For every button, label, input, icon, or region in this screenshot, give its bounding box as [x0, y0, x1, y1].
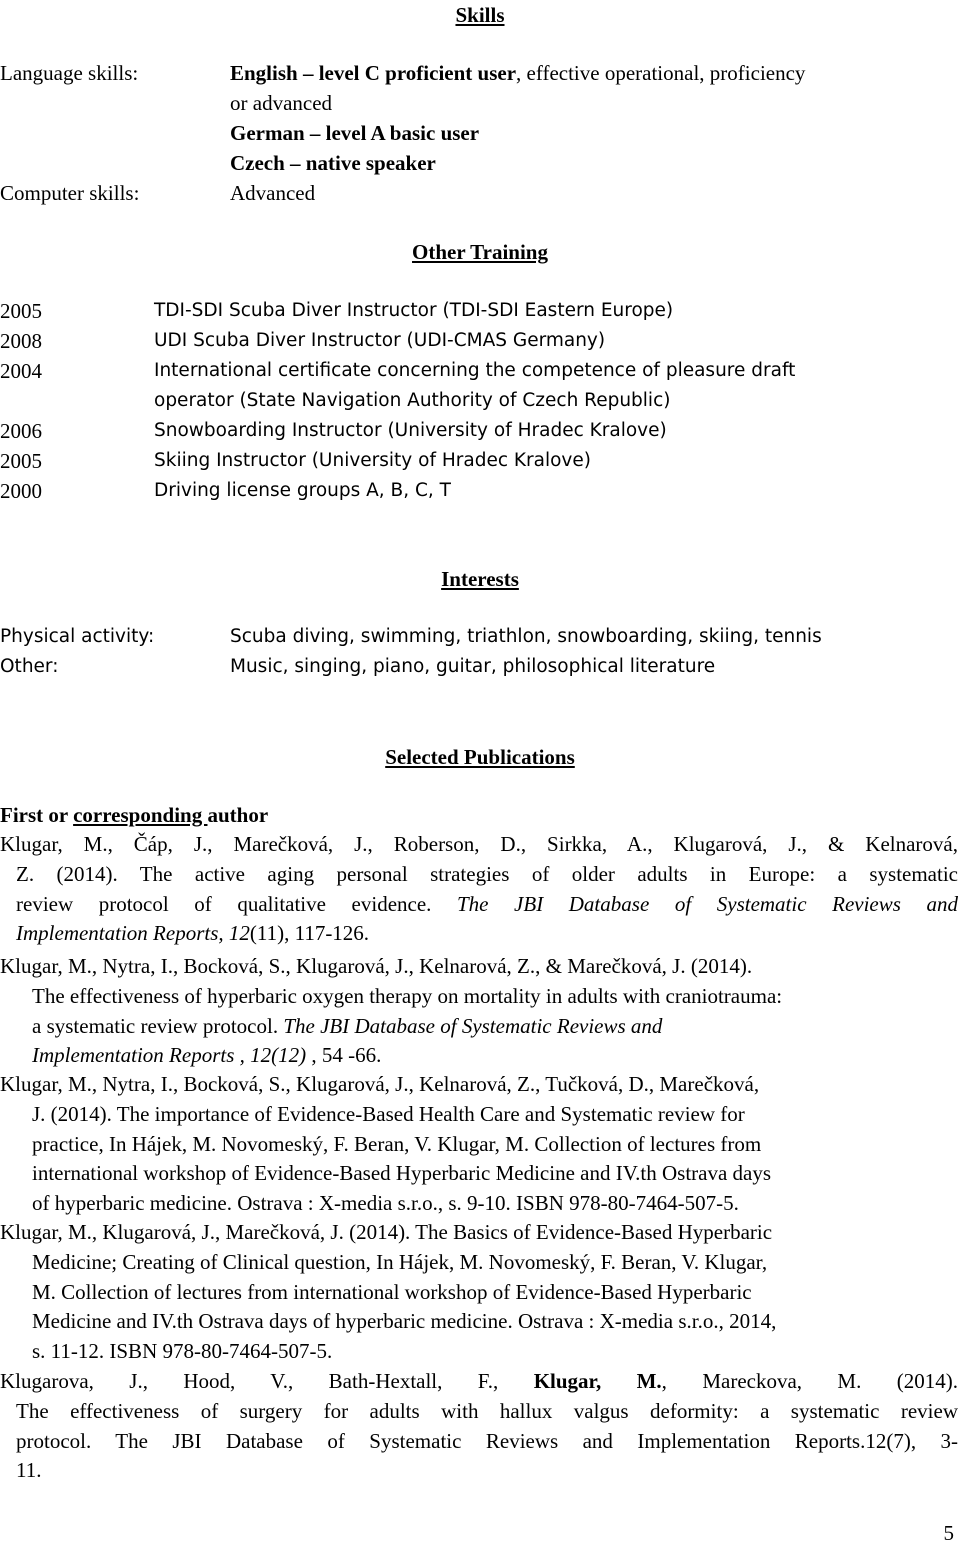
- training-text: Snowboarding Instructor (University of Hradec Kralove): [154, 420, 667, 441]
- training-year: 2006: [0, 419, 42, 443]
- other-interests-label: Other:: [0, 656, 59, 677]
- language-line-german: [230, 118, 479, 148]
- pub-line: [0, 1041, 958, 1071]
- publication-entry: [0, 1367, 958, 1486]
- physical-activity-label: Physical activity:: [0, 626, 155, 647]
- pub-line: Medicine and IV.th Ostrava days of hyperbaric medicine. Ostrava : X-media s.r.o., 2014,: [32, 1309, 777, 1334]
- pub-line: Klugar, M., Klugarová, J., Marečková, J. (2014). The Basics of Evidence-Based Hyperbaric: [0, 1220, 773, 1244]
- language-line-english-cont: or advanced: [230, 91, 333, 115]
- pub-journal: Implementation Reports, 12: [16, 921, 250, 946]
- pub-line: [0, 1012, 958, 1042]
- pub-journal: Implementation Reports , 12(12): [32, 1043, 307, 1068]
- language-line-czech: [230, 148, 436, 178]
- pub-pages: (11), 117-126.: [249, 921, 370, 946]
- training-year: 2008: [0, 329, 42, 353]
- pub-pages: , 54 -66.: [306, 1043, 382, 1068]
- publications-subheading: [0, 800, 268, 830]
- publication-entry: [0, 1070, 958, 1219]
- pub-line: s. 11-12. ISBN 978-80-7464-507-5.: [32, 1339, 333, 1364]
- publication-entry: [0, 830, 958, 949]
- physical-activity-value: Scuba diving, swimming, triathlon, snowboarding, skiing, tennis: [230, 626, 822, 647]
- pub-line: J. (2014). The importance of Evidence-Based Health Care and Systematic review for: [32, 1101, 745, 1126]
- pub-line: international workshop of Evidence-Based Hyperbaric Medicine and IV.th Ostrava days: [32, 1161, 772, 1186]
- english-level: English – level C proficient user: [230, 61, 517, 85]
- training-year: 2004: [0, 359, 42, 383]
- german-level: German – level A basic user: [230, 121, 480, 145]
- pub-line: protocol. The JBI Database of Systematic Reviews and Implementation Reports.12(7), 3-: [16, 1428, 958, 1453]
- training-year: 2005: [0, 299, 42, 323]
- language-skills-label: Language skills:: [0, 61, 139, 85]
- pub-line: M. Collection of lectures from international workshop of Evidence-Based Hyperbaric: [32, 1279, 752, 1304]
- pub-line: The effectiveness of hyperbaric oxygen therapy on mortality in adults with craniotrauma:: [32, 983, 783, 1008]
- pub-text: Klugarova, J., Hood, V., Bath-Hextall, F.,: [0, 1369, 534, 1393]
- pub-text: a systematic review protocol.: [32, 1013, 284, 1038]
- pub-journal: The JBI Database of Systematic Reviews and: [456, 891, 958, 916]
- pub-line: practice, In Hájek, M. Novomeský, F. Beran, V. Klugar, M. Collection of lectures from: [32, 1131, 762, 1156]
- pub-line: [0, 919, 958, 949]
- computer-skills-label: Computer skills:: [0, 181, 140, 205]
- pub-line: The effectiveness of surgery for adults with hallux valgus deformity: a systematic review: [16, 1398, 958, 1423]
- pub-text: , Mareckova, M. (2014).: [661, 1369, 958, 1393]
- training-year: 2005: [0, 449, 42, 473]
- other-interests-value: Music, singing, piano, guitar, philosophical literature: [230, 656, 716, 677]
- pub-line: [0, 1367, 958, 1397]
- page-number: 5: [943, 1521, 954, 1545]
- interests-heading: Interests: [441, 567, 519, 591]
- subheading-first: First or: [0, 803, 74, 827]
- pub-journal: The JBI Database of Systematic Reviews and: [283, 1013, 663, 1038]
- pub-author-highlight: Klugar, M.: [533, 1369, 662, 1393]
- training-text: International certificate concerning the competence of pleasure draft: [154, 360, 796, 381]
- training-text-cont: operator (State Navigation Authority of Czech Republic): [154, 390, 671, 411]
- publication-entry: [0, 1218, 958, 1367]
- training-text: UDI Scuba Diver Instructor (UDI-CMAS Germany): [154, 330, 606, 351]
- training-text: TDI-SDI Scuba Diver Instructor (TDI-SDI Eastern Europe): [154, 300, 674, 321]
- english-desc: , effective operational, proficiency: [516, 61, 806, 85]
- pub-line: of hyperbaric medicine. Ostrava : X-media s.r.o., s. 9-10. ISBN 978-80-7464-507-5.: [32, 1191, 739, 1216]
- skills-heading: Skills: [455, 3, 505, 27]
- pub-text: review protocol of qualitative evidence.: [16, 891, 457, 916]
- publication-entry: [0, 952, 958, 1071]
- training-heading: Other Training: [412, 240, 548, 264]
- czech-level: Czech – native speaker: [230, 151, 436, 175]
- computer-skills-value: Advanced: [230, 181, 316, 205]
- pub-line: Klugar, M., Čáp, J., Marečková, J., Roberson, D., Sirkka, A., Klugarová, J., & Kelnarová,: [0, 832, 958, 856]
- pub-line: Klugar, M., Nytra, I., Bocková, S., Klugarová, J., Kelnarová, Z., & Marečková, J. (2014).: [0, 954, 753, 978]
- pub-line: Z. (2014). The active aging personal strategies of older adults in Europe: a systematic: [16, 861, 958, 886]
- training-text: Driving license groups A, B, C, T: [154, 480, 451, 501]
- subheading-author: author: [207, 803, 269, 827]
- subheading-corresponding: corresponding: [73, 803, 208, 827]
- training-year: 2000: [0, 479, 42, 503]
- publications-heading: Selected Publications: [385, 745, 575, 769]
- pub-line: [0, 890, 958, 920]
- pub-line: 11.: [16, 1458, 42, 1483]
- pub-line: Medicine; Creating of Clinical question, In Hájek, M. Novomeský, F. Beran, V. Klugar,: [32, 1249, 768, 1274]
- language-line-english: [230, 58, 805, 88]
- pub-line: Klugar, M., Nytra, I., Bocková, S., Klugarová, J., Kelnarová, Z., Tučková, D., Marečková,: [0, 1072, 760, 1096]
- training-text: Skiing Instructor (University of Hradec Kralove): [154, 450, 591, 471]
